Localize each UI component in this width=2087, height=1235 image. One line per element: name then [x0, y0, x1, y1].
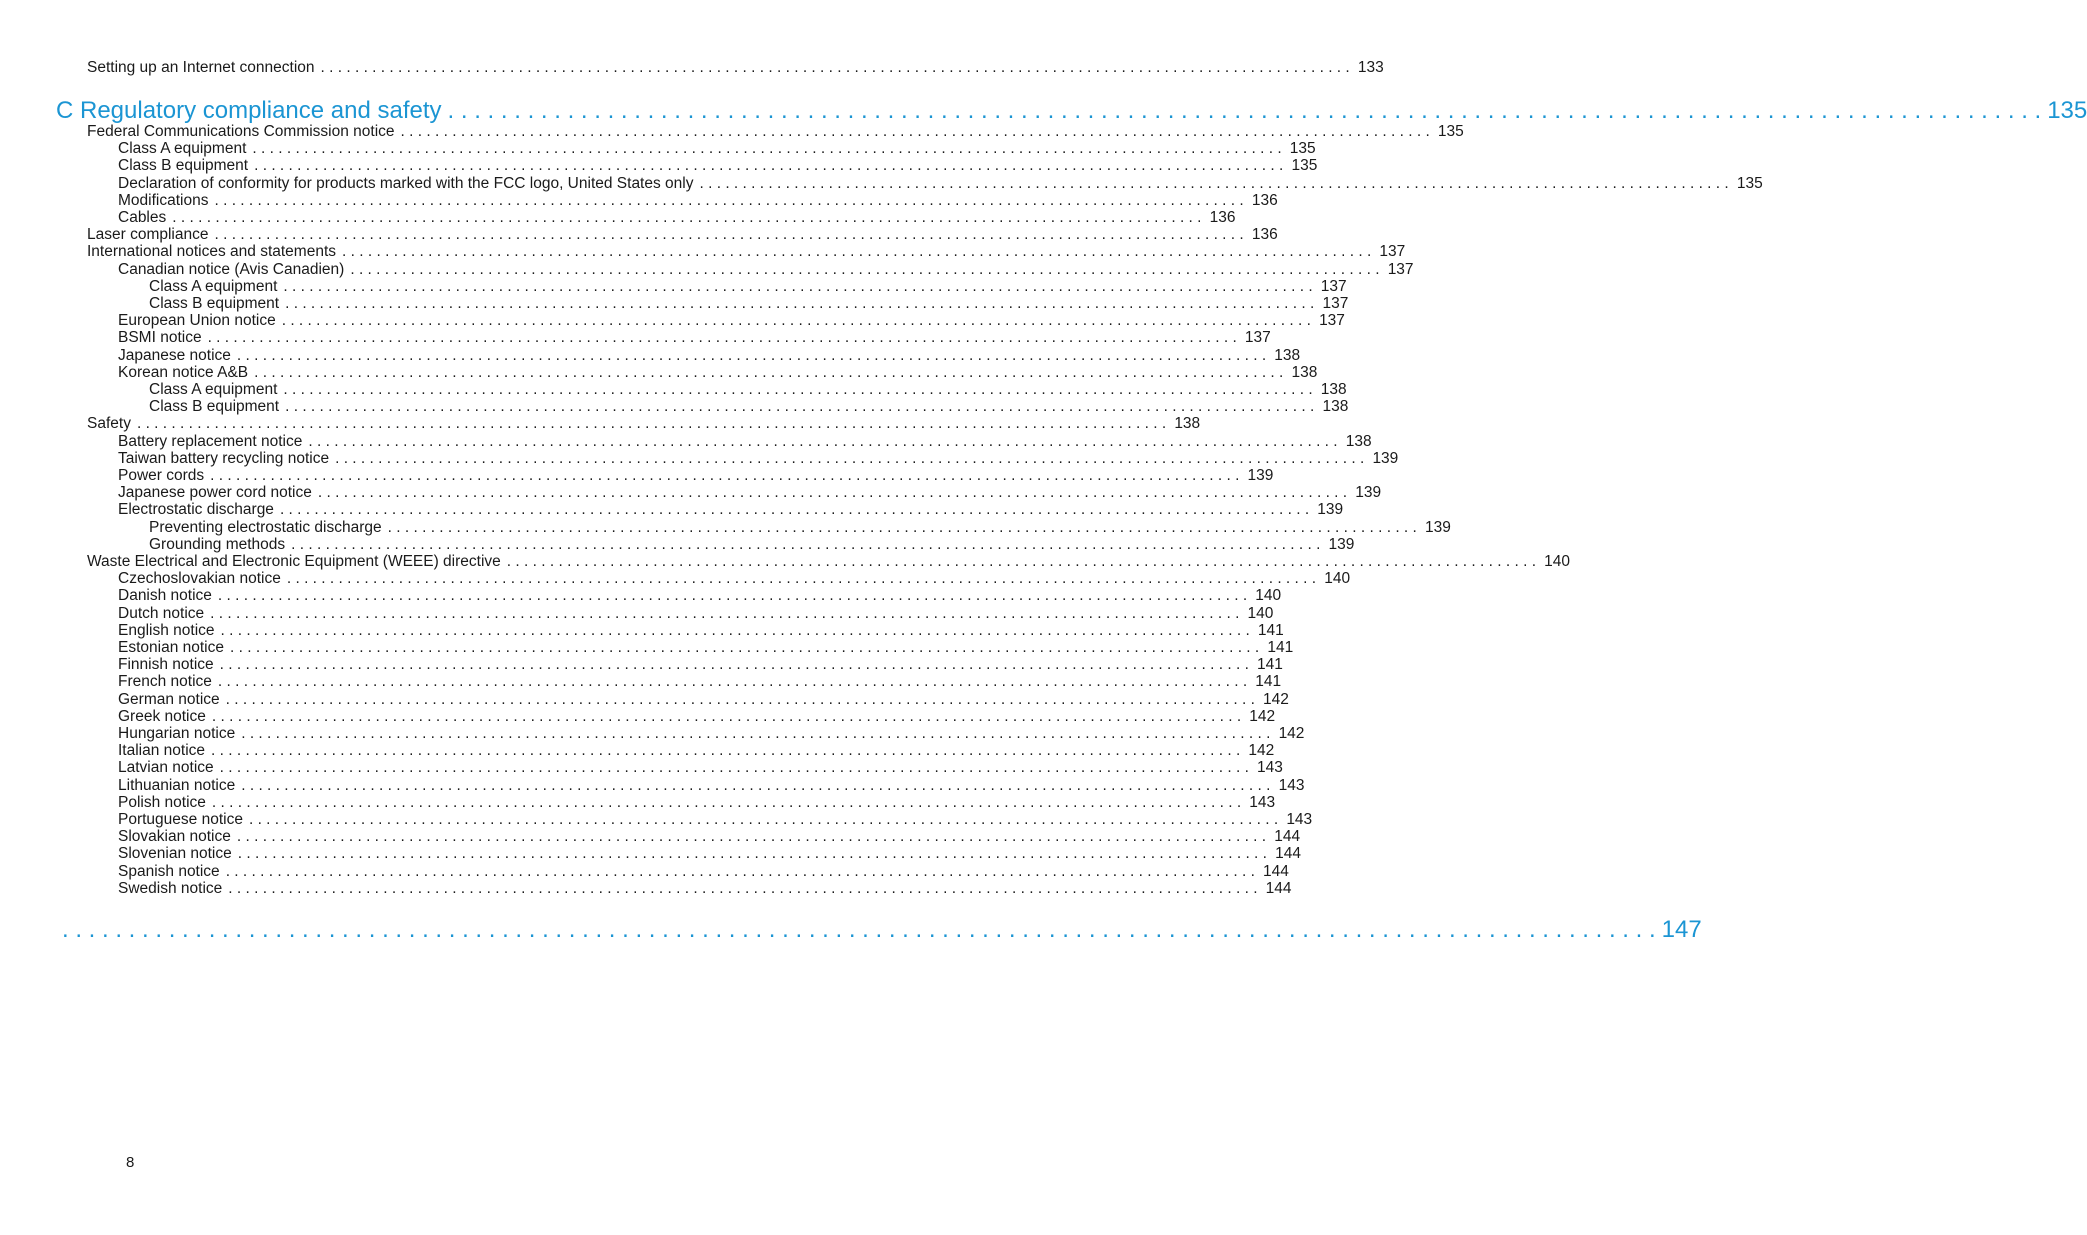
toc-entry[interactable] — [118, 776, 1305, 795]
toc-entry-page: 142 — [1263, 690, 1289, 708]
toc-entry-page: 143 — [1257, 759, 1283, 777]
toc-entry[interactable] — [118, 157, 1318, 175]
toc-entry[interactable] — [87, 226, 1278, 244]
dot-leader: . . . . . . . . . . . . . . . . . . . . . . . . . . . . . . . . . . . . . . . . . . . . . . . . . . . . . . . . . . . . . . . . . . . . . . . . . . . . . . . . . . . . . . . . . . . . . . . . . . . . . . . . . . . . . . . . . . . . . . . . — [317, 484, 1348, 502]
toc-entry[interactable] — [118, 312, 1345, 330]
toc-entry[interactable] — [118, 174, 1763, 193]
toc-entry-title: Greek notice — [118, 707, 206, 725]
toc-entry-title: Class B equipment — [149, 398, 280, 416]
toc-entry[interactable] — [87, 415, 1201, 433]
toc-entry-title: Waste Electrical and Electronic Equipment (WEEE) directive — [87, 553, 501, 570]
toc-entry-page: 137 — [1320, 277, 1347, 295]
toc-entry-title: Canadian notice (Avis Canadien) — [118, 260, 345, 278]
toc-entry-title: Setting up an Internet connection — [87, 59, 315, 76]
toc-entry-page: 139 — [1372, 449, 1399, 467]
toc-entry-title: Class A equipment — [118, 140, 247, 158]
dot-leader: . . . . . . . . . . . . . . . . . . . . . . . . . . . . . . . . . . . . . . . . . . . . . . . . . . . . . . . . . . . . . . . . . . . . . . . . . . . . . . . . . . . . . . . . . . . . . . . . . . . . . . . . . . . . . . . . . . . . . . . . — [241, 725, 1271, 742]
dot-leader: . . . . . . . . . . . . . . . . . . . . . . . . . . . . . . . . . . . . . . . . . . . . . . . . . . . . . . . . . . . . . . . . . . . . . . . . . . . . . . . . . . . . . . . . . . . . . . . . . . . . . . . . . . . . . . . . . . . . . . . . — [219, 656, 1249, 674]
dot-leader: . . . . . . . . . . . . . . . . . . . . . . . . . . . . . . . . . . . . . . . . . . . . . . . . . . . . . . . . . . . . . . . . . . . . . . . . . . . . . . . . . . . . . . . . . . . . . . . . . . . . . . . . . . . . . . . . . . . . . . . . — [252, 140, 1282, 158]
dot-leader: . . . . . . . . . . . . . . . . . . . . . . . . . . . . . . . . . . . . . . . . . . . . . . . . . . . . . . . . . . . . . . . . . . . . . . . . . . . . . . . . . . . . . . . . . . . . . . . . . . . . . . . . . . . . . . . . . . . . . . . . — [217, 673, 1248, 691]
toc-entry-title: Class A equipment — [149, 277, 278, 295]
toc-entry-title: Korean notice A&B — [118, 363, 249, 381]
dot-leader: . . . . . . . . . . . . . . . . . . . . . . . . . . . . . . . . . . . . . . . . . . . . . . . . . . . . . . . . . . . . . . . . . . . . . . . . . . . . . . . . . . . . . . . . . . . . . . . . . . . . . . . . . . . . . . . . . . . . . . . . — [283, 277, 1313, 295]
toc-entry-page: 139 — [1328, 535, 1355, 553]
toc-entry-title: Swedish notice — [118, 879, 223, 897]
chapter-page: 135 — [2047, 97, 2087, 124]
toc-entry-title: Declaration of conformity for products marked with the FCC logo, United States only — [118, 174, 694, 192]
dot-leader: . . . . . . . . . . . . . . . . . . . . . . . . . . . . . . . . . . . . . . . . . . . . . . . . . . . . . . . . . . . . . . . . . . . . . . . . . . . . . . . . . . . . . . . . . . . . . . . . . . . . . . . . . . . . . . . . . . . . . . . . — [241, 776, 1271, 794]
dot-leader: . . . . . . . . . . . . . . . . . . . . . . . . . . . . . . . . . . . . . . . . . . . . . . . . . . . . . . . . . . . . . . . . . . . . . . . . . . . . . . . . . . . . . . . . . . . . . . . . . . . . . . . . . . . . . . . . . . . . . . . . — [506, 553, 1537, 570]
toc-entry-page: 143 — [1249, 793, 1276, 811]
toc-entry-title: Class B equipment — [149, 295, 280, 312]
dot-leader: . . . . . . . . . . . . . . . . . . . . . . . . . . . . . . . . . . . . . . . . . . . . . . . . . . . . . . . . . . . . . . . . . . . . . . . . . . . . . . . . . . . . . . . . . . . . . . . . . . . . . . . . . . . . . . . . . . . . . . . . — [210, 604, 1240, 622]
dot-leader: . . . . . . . . . . . . . . . . . . . . . . . . . . . . . . . . . . . . . . . . . . . . . . . . . . . . . . . . . . . . . . . . . . . . . . . . . . . . . . . . . . . . . . . . . . . . . . . . . . . . . . . . . . . . . . . . . . . . . . . . — [335, 449, 1365, 467]
toc-entry[interactable] — [149, 535, 1355, 554]
toc-entry-page: 139 — [1247, 467, 1274, 484]
dot-leader: . . . . . . . . . . . . . . . . . . . . . . . . . . . . . . . . . . . . . . . . . . . . . . . . . . . . . . . . . . . . . . . . . . . . . . . . . . . . . . . . . . . . . . . . . . . . . . . . . . . . . . . . . . . . . . . . . . . . . . . . — [217, 587, 1248, 605]
toc-entry[interactable] — [118, 811, 1313, 829]
toc-entry[interactable] — [118, 140, 1316, 158]
toc-entry[interactable] — [118, 346, 1301, 365]
toc-entry[interactable] — [118, 501, 1344, 519]
toc-entry[interactable] — [118, 742, 1275, 760]
toc-entry[interactable] — [118, 587, 1282, 605]
toc-entry-page: 140 — [1255, 587, 1282, 605]
toc-entry-title: Spanish notice — [118, 862, 220, 880]
toc-entry-page: 138 — [1291, 363, 1318, 381]
dot-leader: . . . . . . . . . . . . . . . . . . . . . . . . . . . . . . . . . . . . . . . . . . . . . . . . . . . . . . . . . . . . . . . . . . . . . . . . . . . . . . . . . . . . . . . . . . . . . . . . . . . . . . . . . . . . . . . . . . . . . . . . — [228, 879, 1258, 897]
dot-leader: . . . . . . . . . . . . . . . . . . . . . . . . . . . . . . . . . . . . . . . . . . . . . . . . . . . . . . . . . . . . . . . . . . . . . . . . . . . . . . . . . . . . . . . . . . . . . . . . . . . . . . . . . . . . . . . . . . . . . . . . — [236, 828, 1267, 846]
toc-entry[interactable] — [118, 604, 1274, 623]
toc-entry[interactable] — [149, 381, 1347, 399]
dot-leader: . . . . . . . . . . . . . . . . . . . . . . . . . . . . . . . . . . . . . . . . . . . . . . . . . . . . . . . . . . . . . . . . . . . . . . . . . . . . . . . . . . . . . . . . . . . . . . . . . . . . . . . . . . . . . . . . . . . . . . . . — [210, 467, 1240, 484]
dot-leader: . . . . . . . . . . . . . . . . . . . . . . . . . . . . . . . . . . . . . . . . . . . . . . . . . . . . . . . . . . . . . . . . . . . . . . . . . . . . . . . . . . . . . . . . . . . . . . . . . . . . . . . . . . . . . . . . . . . . . . . . — [211, 707, 1242, 725]
dot-leader: . . . . . . . . . . . . . . . . . . . . . . . . . . . . . . . . . . . . . . . . . . . . . . . . . . . . . . . . . . . . . . . . . . . . . . . . . . . . . . . . . . . . . . . . . . . . . . . . . . . . . . . . . . . . . . . . . . . . . . . . — [237, 845, 1267, 863]
toc-entry-page: 140 — [1324, 570, 1351, 588]
toc-entry[interactable] — [118, 793, 1276, 812]
index-page: 147 — [1661, 916, 1702, 943]
toc-entry-page: 139 — [1355, 484, 1382, 502]
toc-entry[interactable] — [118, 570, 1351, 588]
toc-entry-page: 144 — [1265, 879, 1292, 897]
toc-entry[interactable] — [118, 621, 1284, 640]
toc-entry-page: 144 — [1263, 862, 1289, 880]
dot-leader: . . . . . . . . . . . . . . . . . . . . . . . . . . . . . . . . . . . . . . . . . . . . . . . . . . . . . . . . . . . . . . . . . . . . . . . . . . . . . . . . . . . . . . . . . . . . . . . . . . . . . . . . . . . . . . . . . . . . . . . . — [285, 295, 1315, 312]
dot-leader: . . . . . . . . . . . . . . . . . . . . . . . . . . . . . . . . . . . . . . . . . . . . . . . . . . . . . . . . . . . . . . . . . . . . . . . . . . . . . . . . . . . . . . . . . . . . . . . . . . . . . . . . . . . . . . . . . . . . . . . . — [285, 398, 1315, 416]
toc-entry-title: Laser compliance — [87, 226, 209, 244]
toc-entry[interactable] — [118, 260, 1414, 279]
toc-entry-page: 138 — [1345, 432, 1372, 450]
toc-entry[interactable] — [118, 690, 1289, 709]
toc-entry-page: 141 — [1257, 621, 1284, 639]
toc-entry-title: Taiwan battery recycling notice — [118, 449, 330, 467]
toc-entry-page: 135 — [1289, 140, 1316, 158]
toc-entry-page: 135 — [1736, 174, 1763, 192]
toc-entry[interactable] — [87, 553, 1571, 571]
toc-entry-page: 135 — [1437, 123, 1464, 140]
toc-entry[interactable] — [118, 449, 1399, 468]
toc-entry[interactable] — [87, 123, 1464, 141]
toc-entry[interactable] — [149, 295, 1349, 313]
toc-entry-page: 141 — [1257, 656, 1283, 674]
toc-entry[interactable] — [118, 484, 1382, 502]
toc-entry[interactable] — [87, 243, 1406, 261]
toc-entry-page: 135 — [1291, 157, 1318, 175]
toc-entry-title: Japanese notice — [118, 346, 231, 364]
toc-entry-title: Modifications — [118, 191, 209, 209]
toc-entry-page: 138 — [1322, 398, 1349, 416]
toc-entry[interactable] — [149, 398, 1349, 416]
dot-leader: . . . . . . . . . . . . . . . . . . . . . . . . . . . . . . . . . . . . . . . . . . . . . . . . . . . . . . . . . . . . . . . . . . . . . . . . . . . . . . . . . . . . . . . . . . . . . . . . . . . . . . . . . . . . . . . . . . . . . . . . — [62, 916, 1656, 943]
toc-entry-title: Power cords — [118, 467, 205, 484]
dot-leader: . . . . . . . . . . . . . . . . . . . . . . . . . . . . . . . . . . . . . . . . . . . . . . . . . . . . . . . . . . . . . . . . . . . . . . . . . . . . . . . . . . . . . . . . . . . . . . . . . . . . . . . . . . . . . . . . . . . . . . . . — [136, 415, 1167, 433]
toc-entry-title: Safety — [87, 415, 131, 433]
toc-entry[interactable] — [118, 329, 1271, 347]
toc-entry-page: 137 — [1387, 260, 1414, 278]
toc-entry-title: Class B equipment — [118, 157, 249, 175]
dot-leader: . . . . . . . . . . . . . . . . . . . . . . . . . . . . . . . . . . . . . . . . . . . . . . . . . . . . . . . . . . . . . . . . . . . . . . . . . . . . . . . . . . . . . . . . . . . . . . . . . . . . . . . . . . . . . . . . . . . . . . . . — [254, 363, 1284, 381]
dot-leader: . . . . . . . . . . . . . . . . . . . . . . . . . . . . . . . . . . . . . . . . . . . . . . . . . . . . . . . . . . . . . . . . . . . . . . . . . . . . . . . . . . . . . . . . . . . . . . . . . . . . . . . . . . . . . . . . . . . . . . . . — [172, 209, 1202, 226]
toc-entry[interactable] — [118, 639, 1294, 657]
dot-leader: . . . . . . . . . . . . . . . . . . . . . . . . . . . . . . . . . . . . . . . . . . . . . . . . . . . . . . . . . . . . . . . . . . . . . . . . . . . . . . . . . . . . . . . . . . . . . . . . . . . . . . . . . . . . . . . . . . . . . . . . — [225, 690, 1255, 708]
toc-entry-title: Latvian notice — [118, 759, 214, 777]
dot-leader: . . . . . . . . . . . . . . . . . . . . . . . . . . . . . . . . . . . . . . . . . . . . . . . . . . . . . . . . . . . . . . . . . . . . . . . . . . . . . . . . . . . . . . . . . . . . . . . . . . . . . . . . . . . . . . . . . . . . . . . . — [291, 535, 1321, 553]
toc-entry-page: 138 — [1174, 415, 1201, 433]
toc-entry-title: Estonian notice — [118, 639, 224, 656]
toc-entry[interactable] — [118, 467, 1274, 485]
toc-entry[interactable] — [118, 191, 1278, 210]
toc-entry-title: Electrostatic discharge — [118, 501, 274, 519]
toc-entry-page: 142 — [1278, 725, 1305, 742]
toc-entry-page: 140 — [1544, 553, 1571, 570]
toc-entry-title: Japanese power cord notice — [118, 484, 312, 502]
toc-entry-title: Hungarian notice — [118, 725, 236, 742]
toc-entry-page: 139 — [1424, 518, 1451, 536]
dot-leader: . . . . . . . . . . . . . . . . . . . . . . . . . . . . . . . . . . . . . . . . . . . . . . . . . . . . . . . . . . . . . . . . . . . . . . . . . . . . . . . . . . . . . . . . . . . . . . . . . . . . . . . . . . . . . . . . . . . . . . . . — [387, 518, 1417, 536]
toc-entry-title: Finnish notice — [118, 656, 214, 674]
toc-entry-title: English notice — [118, 621, 215, 639]
toc-entry-title: Class A equipment — [149, 381, 278, 398]
chapter-title: C Regulatory compliance and safety — [56, 97, 442, 124]
dot-leader: . . . . . . . . . . . . . . . . . . . . . . . . . . . . . . . . . . . . . . . . . . . . . . . . . . . . . . . . . . . . . . . . . . . . . . . . . . . . . . . . . . . . . . . . . . . . . . . . . . . . . . . . . . . . . . . . . . . . . . . . — [214, 226, 1244, 244]
toc-entry-title: Polish notice — [118, 793, 206, 811]
toc-entry-title: Preventing electrostatic discharge — [149, 518, 382, 536]
toc-entry-page: 137 — [1244, 329, 1271, 347]
dot-leader: . . . . . . . . . . . . . . . . . . . . . . . . . . . . . . . . . . . . . . . . . . . . . . . . . . . . . . . . . . . . . . . . . . . . . . . . . . . . . . . . . . . . . . . . . . . . . . . . . . . . . . . . . . . . . . . . . . . . . . . . — [254, 157, 1284, 175]
dot-leader: . . . . . . . . . . . . . . . . . . . . . . . . . . . . . . . . . . . . . . . . . . . . . . . . . . . . . . . . . . . . . . . . . . . . . . . . . . . . . . . . . . . . . . . . . . . . . . . . . . . . . . . . . . . . . . . . . . . . . . . . — [211, 793, 1242, 811]
toc-entry-title: Slovenian notice — [118, 845, 232, 863]
dot-leader: . . . . . . . . . . . . . . . . . . . . . . . . . . . . . . . . . . . . . . . . . . . . . . . . . . . . . . . . . . . . . . . . . . . . . . . . . . . . . . . . . . . . . . . . . . . . . . . . . . . . . . . . . . . . . . . . . . . . . . . . — [320, 59, 1350, 76]
dot-leader: . . . . . . . . . . . . . . . . . . . . . . . . . . . . . . . . . . . . . . . . . . . . . . . . . . . . . . . . . . . . . . . . . . . . . . . . . . . . . . . . . . . . . . . . . . . . . . . . . . . . . . . . . . . . . . . . . . . . . . . . — [236, 346, 1267, 364]
toc-entry-title: BSMI notice — [118, 329, 202, 347]
toc-entry-page: 136 — [1209, 209, 1236, 226]
dot-leader: . . . . . . . . . . . . . . . . . . . . . . . . . . . . . . . . . . . . . . . . . . . . . . . . . . . . . . . . . . . . . . . . . . . . . . . . . . . . . . . . . . . . . . . . . . . . . . . . . . . . . . . . . . . . . . . . . . . . . . . . — [214, 191, 1244, 209]
toc-entry-page: 136 — [1251, 226, 1278, 244]
dot-leader: . . . . . . . . . . . . . . . . . . . . . . . . . . . . . . . . . . . . . . . . . . . . . . . . . . . . . . . . . . . . . . . . . . . . . . . . . . . . . . . . . . . . . . . . . . . . . . . . . . . . . . . . . . . . . . . . . . . . . . . . — [283, 381, 1313, 398]
dot-leader: . . . . . . . . . . . . . . . . . . . . . . . . . . . . . . . . . . . . . . . . . . . . . . . . . . . . . . . . . . . . . . . . . . . . . . . . . . . . . . . . . . . . . . . . . . . . . . . . . . . . . . . . . . . . . . . . . . . . . . . . — [220, 621, 1250, 639]
toc-entry[interactable] — [118, 725, 1305, 743]
toc-entry[interactable] — [118, 656, 1283, 674]
toc-entry-page: 142 — [1249, 707, 1276, 725]
toc-entry-page: 137 — [1322, 295, 1349, 312]
toc-entry-page: 133 — [1357, 59, 1384, 76]
toc-entry-title: Cables — [118, 209, 167, 226]
toc-entry-title: Slovakian notice — [118, 828, 231, 846]
dot-leader: . . . . . . . . . . . . . . . . . . . . . . . . . . . . . . . . . . . . . . . . . . . . . . . . . . . . . . . . . . . . . . . . . . . . . . . . . . . . . . . . . . . . . . . . . . . . . . . . . . . . . . . . . . . . . . . . . . . . . . . . — [699, 174, 1729, 192]
toc-entry[interactable] — [118, 432, 1372, 451]
chapter-heading[interactable] — [56, 96, 2087, 126]
toc-entry-title: European Union notice — [118, 312, 276, 330]
toc-entry[interactable] — [118, 209, 1236, 227]
toc-entry-title: Federal Communications Commission notice — [87, 123, 395, 140]
toc-entry-page: 137 — [1379, 243, 1406, 261]
dot-leader: . . . . . . . . . . . . . . . . . . . . . . . . . . . . . . . . . . . . . . . . . . . . . . . . . . . . . . . . . . . . . . . . . . . . . . . . . . . . . . . . . . . . . . . . . . . . . . . . . . . . . . . . . . . . . . . . . . . . . . . . — [286, 570, 1317, 588]
toc-entry-page: 137 — [1319, 312, 1345, 330]
toc-entry[interactable] — [118, 707, 1276, 726]
toc-entry-page: 144 — [1275, 845, 1301, 863]
dot-leader: . . . . . . . . . . . . . . . . . . . . . . . . . . . . . . . . . . . . . . . . . . . . . . . . . . . . . . . . . . . . . . . . . . . . . . . . . . . . . . . . . . . . . . . . . . . . . . . . . . . . . . . . . . . . . . . . . . . . . . . . — [342, 243, 1372, 261]
toc-entry-page: 141 — [1267, 639, 1294, 656]
toc-entry[interactable] — [118, 879, 1292, 898]
toc-entry-title: Portuguese notice — [118, 811, 243, 828]
dot-leader: . . . . . . . . . . . . . . . . . . . . . . . . . . . . . . . . . . . . . . . . . . . . . . . . . . . . . . . . . . . . . . . . . . . . . . . . . . . . . . . . . . . . . . . . . . . . . . . . . . . . . . . . . . . . . . . . . . . . . . . . — [211, 742, 1241, 760]
toc-entry-page: 139 — [1317, 501, 1344, 519]
footer-page-number: 8 — [126, 1154, 135, 1171]
toc-entry-page: 143 — [1286, 811, 1313, 828]
toc-entry[interactable] — [118, 828, 1301, 846]
toc-entry[interactable] — [149, 277, 1347, 296]
toc-entry-title: Czechoslovakian notice — [118, 570, 281, 588]
toc-entry-page: 136 — [1251, 191, 1278, 209]
toc-entry-page: 138 — [1274, 346, 1301, 364]
toc-entry[interactable] — [118, 363, 1318, 382]
toc-entry-page: 138 — [1320, 381, 1347, 398]
toc-entry-page: 141 — [1255, 673, 1282, 691]
dot-leader: . . . . . . . . . . . . . . . . . . . . . . . . . . . . . . . . . . . . . . . . . . . . . . . . . . . . . . . . . . . . . . . . . . . . . . . . . . . . . . . . . . . . . . . . . . . . . . . . . . . . . . . . . . . . . . . . . . . . . . . . — [350, 260, 1380, 278]
toc-entry-title: German notice — [118, 690, 220, 708]
dot-leader: . . . . . . . . . . . . . . . . . . . . . . . . . . . . . . . . . . . . . . . . . . . . . . . . . . . . . . . . . . . . . . . . . . . . . . . . . . . . . . . . . . . . . . . . . . . . . . . . . . . . . . . . . . . . . . . . . . . . . . . . — [281, 312, 1311, 330]
toc-entry-title: Lithuanian notice — [118, 776, 236, 794]
dot-leader: . . . . . . . . . . . . . . . . . . . . . . . . . . . . . . . . . . . . . . . . . . . . . . . . . . . . . . . . . . . . . . . . . . . . . . . . . . . . . . . . . . . . . . . . . . . . . . . . . . . . . . . . . . . . . . . . . . . . . . . . — [207, 329, 1237, 347]
toc-entry-page: 140 — [1247, 604, 1274, 622]
toc-entry-title: Danish notice — [118, 587, 212, 605]
toc-entry-title: Italian notice — [118, 742, 206, 760]
toc-entry[interactable] — [118, 862, 1289, 881]
dot-leader: . . . . . . . . . . . . . . . . . . . . . . . . . . . . . . . . . . . . . . . . . . . . . . . . . . . . . . . . . . . . . . . . . . . . . . . . . . . . . . . . . . . . . . . . . . . . . . . . . . . . . . . . . . . . . . . . . . . . . . . . — [400, 123, 1430, 140]
toc-entry[interactable] — [118, 673, 1282, 691]
dot-leader: . . . . . . . . . . . . . . . . . . . . . . . . . . . . . . . . . . . . . . . . . . . . . . . . . . . . . . . . . . . . . . . . . . . . . . . . . . . . . . . . . . . . . . . . . . . . . . . . . . . . . . . . . . . . . . . . . . . . . . . . — [230, 639, 1260, 656]
dot-leader: . . . . . . . . . . . . . . . . . . . . . . . . . . . . . . . . . . . . . . . . . . . . . . . . . . . . . . . . . . . . . . . . . . . . . . . . . . . . . . . . . . . . . . . . . . . . . . . . . . . . . . . . . . . . . . . . . . . . . . . . — [279, 501, 1310, 519]
toc-entry-title: Dutch notice — [118, 604, 205, 622]
toc-entry-page: 143 — [1278, 776, 1305, 794]
toc-entry[interactable] — [118, 845, 1301, 863]
toc-entry-title: French notice — [118, 673, 212, 691]
index-heading[interactable] — [56, 915, 1702, 945]
toc-entry-title: International notices and statements — [87, 243, 337, 261]
toc-entry-top[interactable] — [87, 59, 1384, 77]
toc-entry-page: 142 — [1248, 742, 1275, 760]
toc-entry-title: Grounding methods — [149, 535, 286, 553]
dot-leader: . . . . . . . . . . . . . . . . . . . . . . . . . . . . . . . . . . . . . . . . . . . . . . . . . . . . . . . . . . . . . . . . . . . . . . . . . . . . . . . . . . . . . . . . . . . . . . . . . . . . . . . . . . . . . . . . . . . . . . . . — [308, 432, 1338, 450]
dot-leader: . . . . . . . . . . . . . . . . . . . . . . . . . . . . . . . . . . . . . . . . . . . . . . . . . . . . . . . . . . . . . . . . . . . . . . . . . . . . . . . . . . . . . . . . . . . . . . . . . . . . . . . . . . . . . . . . . . . . . . . . — [225, 862, 1255, 880]
dot-leader: . . . . . . . . . . . . . . . . . . . . . . . . . . . . . . . . . . . . . . . . . . . . . . . . . . . . . . . . . . . . . . . . . . . . . . . . . . . . . . . . . . . . . . . . . . . . . . . . . . . . . . . . . . . . . . . . . . . . . . . . — [447, 97, 2042, 124]
dot-leader: . . . . . . . . . . . . . . . . . . . . . . . . . . . . . . . . . . . . . . . . . . . . . . . . . . . . . . . . . . . . . . . . . . . . . . . . . . . . . . . . . . . . . . . . . . . . . . . . . . . . . . . . . . . . . . . . . . . . . . . . — [219, 759, 1249, 777]
toc-entry[interactable] — [118, 759, 1283, 777]
toc-entry-title: Battery replacement notice — [118, 432, 303, 450]
toc-entry-page: 144 — [1274, 828, 1301, 846]
toc-entry[interactable] — [149, 518, 1451, 537]
dot-leader: . . . . . . . . . . . . . . . . . . . . . . . . . . . . . . . . . . . . . . . . . . . . . . . . . . . . . . . . . . . . . . . . . . . . . . . . . . . . . . . . . . . . . . . . . . . . . . . . . . . . . . . . . . . . . . . . . . . . . . . . — [248, 811, 1279, 828]
